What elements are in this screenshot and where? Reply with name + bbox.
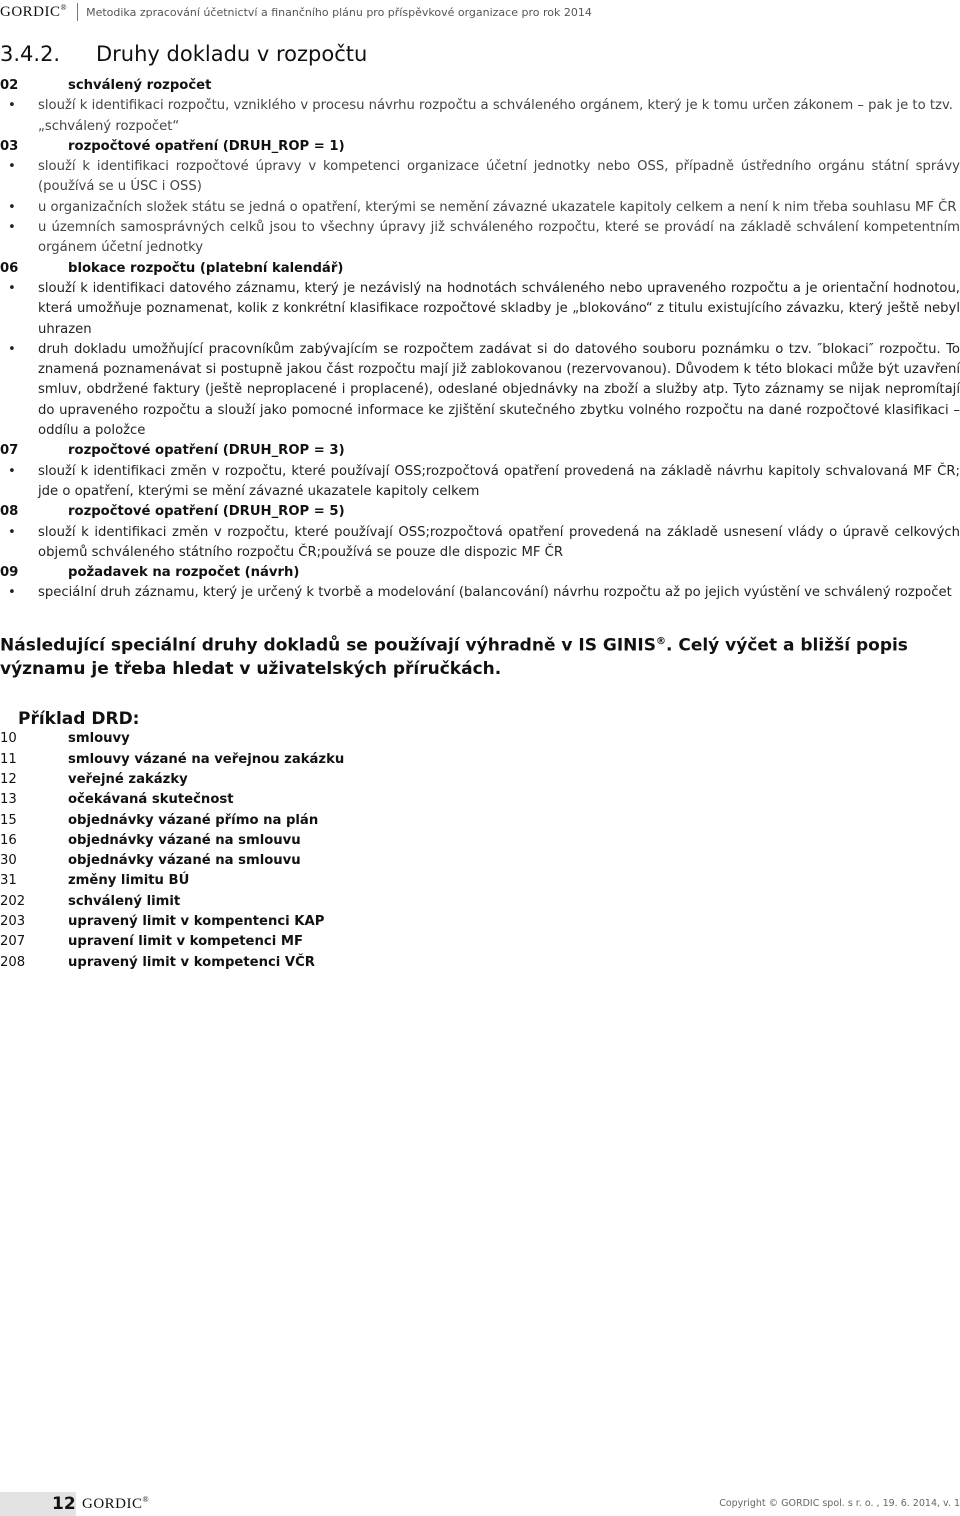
example-row xyxy=(0,750,960,770)
example-label: objednávky vázané přímo na plán xyxy=(68,812,319,828)
bullet-item xyxy=(0,340,960,441)
bullet-item xyxy=(0,462,960,503)
document-body xyxy=(0,76,960,973)
bullet-text: slouží k identifikaci rozpočtu, vzniklého v procesu návrhu rozpočtu a schváleného orgánem, který je k tomu určen zákonem – pak je to tzv. xyxy=(38,98,953,114)
bullet-icon: • xyxy=(8,341,16,357)
bullet-text: slouží k identifikaci změn v rozpočtu, které používají OSS;rozpočtová opatření provedená na základě usnesení vlády o úpravě celkových objemů schváleného státního rozpočtu ČR;používá se pouze dle dispozic MF ČR xyxy=(38,524,960,560)
page-header xyxy=(0,0,592,24)
bullet-text: druh dokladu umožňující pracovníkům zabývajícím se rozpočtem zadávat si do datového souboru poznámku o tzv. ″blokaci″ rozpočtu. To znamená poznamenávat si postupně jakou část rozpočtu mají již zablokovanou (rezervovanou). Důvodem k této blokaci může být uzavření smluv, obdržené faktury (ještě neproplacené i proplacené), odeslané objednávky na zboží a služby atp. Tyto záznamy se nijak nepromítají do upraveného rozpočtu a slouží jako pomocné informace ke zjištění skutečného zbytku volného rozpočtu na dané rozpočtové klasifikaci – oddílu a položce xyxy=(38,341,960,439)
bullet-item xyxy=(0,279,960,340)
example-code: 16 xyxy=(0,832,17,848)
bullet-text: slouží k identifikaci datového záznamu, který je nezávislý na hodnotách schváleného nebo upraveného rozpočtu a je orientační hodnotou, která umožňuje poznamenat, kolik z konkrétní klasifikace rozpočtové skladby je „blokováno“ z titulu existujícího závazku, který ještě nebyl uhrazen xyxy=(38,280,960,337)
doc-type-name: rozpočtové opatření (DRUH_ROP = 1) xyxy=(68,138,345,154)
copyright: Copyright © GORDIC spol. s r. o. , 19. 6. 2014, v. 1 xyxy=(719,1498,960,1509)
doc-type-code: 02 xyxy=(0,78,19,93)
doc-type-name: rozpočtové opatření (DRUH_ROP = 3) xyxy=(68,443,345,459)
example-row xyxy=(0,729,960,749)
bullet-text: slouží k identifikaci rozpočtové úpravy v kompetenci organizace účetní jednotky nebo OSS, případně ústředního orgánu státní správy (používá se u ÚSC i OSS) xyxy=(38,159,960,195)
page-number: 12 xyxy=(52,1494,76,1514)
example-row xyxy=(0,811,960,831)
continuation-text: „schválený rozpočet“ xyxy=(38,118,180,134)
example-row xyxy=(0,851,960,871)
header-title: Metodika zpracování účetnictví a finančního plánu pro příspěvkové organizace pro rok 2014 xyxy=(86,5,592,19)
example-label: schválený limit xyxy=(68,893,181,909)
example-code: 208 xyxy=(0,954,26,970)
example-list xyxy=(0,729,960,973)
example-label: smlouvy xyxy=(68,731,130,747)
doc-type-heading xyxy=(0,76,960,96)
doc-type-heading xyxy=(0,259,960,279)
doc-type-heading xyxy=(0,502,960,522)
doc-type-list xyxy=(0,76,960,604)
example-code: 207 xyxy=(0,934,26,950)
bullet-text: speciální druh záznamu, který je určený k tvorbě a modelování (balancování) návrhu rozpočtu až po jejich vyústění ve schválený rozpočet xyxy=(38,585,952,601)
bullet-icon: • xyxy=(8,159,16,175)
example-code: 203 xyxy=(0,914,26,930)
example-label: veřejné zakázky xyxy=(68,771,188,787)
doc-type-heading xyxy=(0,563,960,583)
header-divider xyxy=(77,3,78,21)
bullet-text: u územních samosprávných celků jsou to všechny úpravy již schváleného rozpočtu, které se provádí na základě schválení kompetentním orgánem účetní jednotky xyxy=(38,220,960,256)
doc-type-code: 06 xyxy=(0,260,19,276)
example-row xyxy=(0,831,960,851)
bullet-icon: • xyxy=(8,280,16,296)
example-code: 202 xyxy=(0,893,26,909)
bullet-icon: • xyxy=(8,585,16,601)
gins-note: Následující speciální druhy dokladů se používají výhradně v IS GINIS®. Celý výčet a bližší popis významu je třeba hledat v uživatelských příručkách. xyxy=(0,635,908,680)
example-row xyxy=(0,953,960,973)
doc-type-name: požadavek na rozpočet (návrh) xyxy=(68,565,300,581)
doc-type-code: 09 xyxy=(0,565,19,581)
example-code: 15 xyxy=(0,812,17,828)
page-footer xyxy=(0,1492,960,1516)
example-code: 13 xyxy=(0,792,17,808)
example-code: 11 xyxy=(0,751,17,767)
bullet-item xyxy=(0,198,960,218)
bullet-icon: • xyxy=(8,524,16,540)
doc-type-name: rozpočtové opatření (DRUH_ROP = 5) xyxy=(68,504,345,520)
example-label: upravený limit v kompentenci KAP xyxy=(68,914,325,930)
example-label: smlouvy vázané na veřejnou zakázku xyxy=(68,751,345,767)
section-heading xyxy=(0,42,367,66)
example-row xyxy=(0,932,960,952)
doc-type-code: 03 xyxy=(0,138,19,154)
example-label: upravený limit v kompetenci VČR xyxy=(68,954,315,970)
bullet-item xyxy=(0,583,960,603)
example-row xyxy=(0,912,960,932)
footer-logo: GORDIC® xyxy=(82,1495,150,1512)
doc-type-code: 08 xyxy=(0,504,19,520)
section-title: Druhy dokladu v rozpočtu xyxy=(96,42,368,66)
example-label: objednávky vázané na smlouvu xyxy=(68,832,301,848)
example-code: 30 xyxy=(0,853,17,869)
example-row xyxy=(0,790,960,810)
example-row xyxy=(0,892,960,912)
doc-type-name: blokace rozpočtu (platební kalendář) xyxy=(68,260,344,276)
doc-type-code: 07 xyxy=(0,443,19,459)
bullet-item xyxy=(0,96,960,116)
example-title: Příklad DRD: xyxy=(18,709,140,730)
example-code: 10 xyxy=(0,731,17,747)
example-label: očekávaná skutečnost xyxy=(68,792,234,808)
doc-type-heading xyxy=(0,441,960,461)
example-row xyxy=(0,871,960,891)
bullet-icon: • xyxy=(8,220,16,236)
bullet-item xyxy=(0,157,960,198)
bullet-icon: • xyxy=(8,199,16,215)
example-label: upravení limit v kompetenci MF xyxy=(68,934,303,950)
doc-type-heading xyxy=(0,137,960,157)
bullet-icon: • xyxy=(8,463,16,479)
example-code: 12 xyxy=(0,771,17,787)
header-logo: GORDIC® xyxy=(0,3,68,20)
example-code: 31 xyxy=(0,873,17,889)
bullet-item xyxy=(0,218,960,259)
bullet-icon: • xyxy=(8,98,16,114)
doc-type-name: schválený rozpočet xyxy=(68,78,212,93)
bullet-item xyxy=(0,523,960,564)
example-row xyxy=(0,770,960,790)
example-label: změny limitu BÚ xyxy=(68,873,190,889)
bullet-text: u organizačních složek státu se jedná o opatření, kterými se nemění závazné ukazatele kapitoly celkem a není k nim třeba souhlasu MF ČR xyxy=(38,199,957,215)
bullet-text: slouží k identifikaci změn v rozpočtu, které používají OSS;rozpočtová opatření provedená na základě návrhu kapitoly schvalovaná MF ČR; jde o opatření, kterými se mění závazné ukazatele kapitoly celkem xyxy=(38,463,960,499)
example-label: objednávky vázané na smlouvu xyxy=(68,853,301,869)
section-number: 3.4.2. xyxy=(0,42,61,66)
